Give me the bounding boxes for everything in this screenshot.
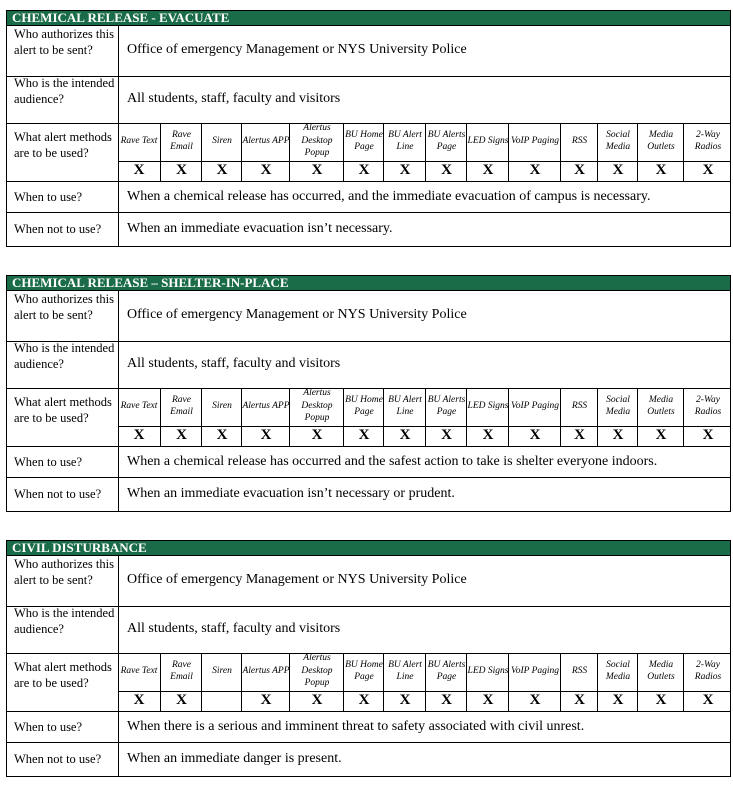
method-label: BU Alerts Page <box>427 129 466 152</box>
method-cell <box>201 124 242 181</box>
method-mark: X <box>574 427 585 443</box>
method-cell <box>201 389 242 446</box>
method-label: 2-Way Radios <box>694 394 722 417</box>
method-label: VoIP Paging <box>510 400 560 411</box>
method-mark: X <box>133 162 145 178</box>
label-who-authorizes: Who authorizes this alert to be sent? <box>14 27 114 57</box>
method-cell <box>637 389 684 446</box>
label-audience: Who is the intended audience? <box>14 606 115 636</box>
label-audience: Who is the intended audience? <box>14 341 115 371</box>
method-label: Social Media <box>605 659 631 682</box>
method-label: Alertus APP <box>242 400 290 411</box>
method-cell <box>560 654 598 711</box>
method-label: BU Alerts Page <box>427 394 466 417</box>
alert-methods-grid <box>118 389 731 446</box>
method-cell <box>160 124 202 181</box>
method-mark: X <box>176 692 187 708</box>
method-mark: X <box>260 162 272 178</box>
method-label: Alertus Desktop Popup <box>301 123 333 159</box>
label-methods: What alert methods are to be used? <box>14 130 112 160</box>
method-mark: X <box>655 427 667 443</box>
section-title: CHEMICAL RELEASE – SHELTER-IN-PLACE <box>6 275 731 291</box>
method-label: Media Outlets <box>647 659 675 682</box>
method-label: Social Media <box>605 129 631 152</box>
label-when-not-to-use: When not to use? <box>14 487 102 501</box>
method-label: Rave Email <box>170 394 193 417</box>
method-label: BU Alert Line <box>388 129 422 152</box>
method-label: BU Home Page <box>345 129 383 152</box>
method-cell <box>118 389 160 446</box>
method-mark <box>202 692 242 709</box>
method-cell <box>466 654 509 711</box>
method-label: Alertus APP <box>242 665 290 676</box>
method-cell <box>425 654 467 711</box>
method-label: Siren <box>212 665 232 676</box>
method-label: 2-Way Radios <box>694 659 722 682</box>
label-audience: Who is the intended audience? <box>14 76 115 106</box>
method-mark: X <box>441 427 452 443</box>
method-cell <box>683 389 732 446</box>
method-cell <box>425 124 467 181</box>
method-cell <box>343 654 384 711</box>
method-cell <box>683 654 732 711</box>
method-label: Siren <box>212 400 232 411</box>
method-label: Media Outlets <box>647 129 675 152</box>
when-not-to-use-value: When an immediate evacuation isn’t necessary. <box>127 221 393 236</box>
when-not-to-use-value: When an immediate danger is present. <box>127 751 342 766</box>
method-mark: X <box>260 427 272 443</box>
method-mark: X <box>176 427 187 443</box>
method-cell <box>383 654 426 711</box>
method-label: Alertus APP <box>242 135 290 146</box>
alert-table <box>6 26 731 247</box>
method-mark: X <box>529 692 541 708</box>
label-who-authorizes: Who authorizes this alert to be sent? <box>14 292 114 322</box>
label-who-authorizes: Who authorizes this alert to be sent? <box>14 557 114 587</box>
method-mark: X <box>260 692 272 708</box>
method-mark: X <box>529 162 541 178</box>
method-mark: X <box>358 162 370 178</box>
method-cell <box>160 654 202 711</box>
alert-table <box>6 556 731 777</box>
method-label: Media Outlets <box>647 394 675 417</box>
method-cell <box>597 124 638 181</box>
method-cell <box>241 124 290 181</box>
method-cell <box>466 389 509 446</box>
method-label: Alertus Desktop Popup <box>301 653 333 689</box>
method-mark: X <box>441 692 452 708</box>
method-label: RSS <box>571 665 588 676</box>
method-cell <box>508 654 561 711</box>
method-label: BU Home Page <box>345 659 383 682</box>
section-title: CHEMICAL RELEASE - EVACUATE <box>6 10 731 26</box>
method-mark: X <box>482 427 494 443</box>
method-mark: X <box>529 427 541 443</box>
method-cell <box>560 124 598 181</box>
method-mark: X <box>216 162 228 178</box>
method-cell <box>466 124 509 181</box>
method-mark: X <box>702 692 714 708</box>
method-cell <box>425 389 467 446</box>
method-mark: X <box>482 692 494 708</box>
method-label: LED Signs <box>467 400 509 411</box>
alert-section-civil-disturbance <box>6 540 731 777</box>
method-label: BU Alert Line <box>388 659 422 682</box>
method-cell <box>597 389 638 446</box>
method-cell <box>343 124 384 181</box>
method-mark: X <box>441 162 452 178</box>
method-mark: X <box>574 692 585 708</box>
section-title: CIVIL DISTURBANCE <box>6 540 731 556</box>
method-cell <box>118 124 160 181</box>
label-when-not-to-use: When not to use? <box>14 222 102 236</box>
method-mark: X <box>612 427 624 443</box>
label-methods: What alert methods are to be used? <box>14 660 112 690</box>
when-to-use-value: When a chemical release has occurred and the safest action to take is shelter everyone indoors. <box>127 454 658 469</box>
method-label: VoIP Paging <box>510 135 560 146</box>
method-mark: X <box>574 162 585 178</box>
method-mark: X <box>399 162 411 178</box>
method-mark: X <box>612 692 624 708</box>
method-label: BU Home Page <box>345 394 383 417</box>
method-mark: X <box>311 692 323 708</box>
method-mark: X <box>399 692 411 708</box>
method-label: Rave Text <box>120 135 158 146</box>
method-mark: X <box>176 162 187 178</box>
method-label: LED Signs <box>467 135 509 146</box>
method-label: LED Signs <box>467 665 509 676</box>
label-when-to-use: When to use? <box>14 720 83 734</box>
method-mark: X <box>133 427 145 443</box>
method-cell <box>343 389 384 446</box>
method-cell <box>118 654 160 711</box>
method-cell <box>508 124 561 181</box>
method-cell <box>289 124 344 181</box>
method-cell <box>201 654 242 711</box>
method-cell <box>241 389 290 446</box>
method-label: Rave Email <box>170 659 193 682</box>
method-cell <box>560 389 598 446</box>
authorizer-value: Office of emergency Management or NYS University Police <box>127 307 467 322</box>
method-mark: X <box>399 427 411 443</box>
method-cell <box>508 389 561 446</box>
method-label: VoIP Paging <box>510 665 560 676</box>
alert-section-chemical-shelter <box>6 275 731 512</box>
method-mark: X <box>702 427 714 443</box>
method-cell <box>160 389 202 446</box>
method-cell <box>637 654 684 711</box>
method-cell <box>383 389 426 446</box>
method-mark: X <box>133 692 145 708</box>
method-label: Rave Text <box>120 400 158 411</box>
audience-value: All students, staff, faculty and visitors <box>127 91 341 106</box>
alert-methods-grid <box>118 654 731 711</box>
method-mark: X <box>216 427 228 443</box>
method-mark: X <box>702 162 714 178</box>
label-when-not-to-use: When not to use? <box>14 752 102 766</box>
method-mark: X <box>358 692 370 708</box>
alert-methods-grid <box>118 124 731 181</box>
method-cell <box>289 389 344 446</box>
alert-table <box>6 291 731 512</box>
method-label: Alertus Desktop Popup <box>301 388 333 424</box>
method-label: BU Alert Line <box>388 394 422 417</box>
method-mark: X <box>612 162 624 178</box>
when-to-use-value: When a chemical release has occurred, and the immediate evacuation of campus is necessary. <box>127 189 651 204</box>
method-cell <box>637 124 684 181</box>
method-mark: X <box>482 162 494 178</box>
method-cell <box>383 124 426 181</box>
method-label: Siren <box>212 135 232 146</box>
method-mark: X <box>311 162 323 178</box>
method-mark: X <box>311 427 323 443</box>
label-methods: What alert methods are to be used? <box>14 395 112 425</box>
method-cell <box>289 654 344 711</box>
when-not-to-use-value: When an immediate evacuation isn’t necessary or prudent. <box>127 486 455 501</box>
method-label: RSS <box>571 135 588 146</box>
method-label: RSS <box>571 400 588 411</box>
authorizer-value: Office of emergency Management or NYS University Police <box>127 572 467 587</box>
method-label: Rave Email <box>170 129 193 152</box>
method-label: Rave Text <box>120 665 158 676</box>
method-cell <box>683 124 732 181</box>
method-label: 2-Way Radios <box>694 129 722 152</box>
method-mark: X <box>358 427 370 443</box>
authorizer-value: Office of emergency Management or NYS University Police <box>127 42 467 57</box>
alert-section-chemical-evacuate <box>6 10 731 247</box>
method-mark: X <box>655 692 667 708</box>
label-when-to-use: When to use? <box>14 455 83 469</box>
audience-value: All students, staff, faculty and visitors <box>127 621 341 636</box>
method-cell <box>241 654 290 711</box>
method-label: Social Media <box>605 394 631 417</box>
label-when-to-use: When to use? <box>14 190 83 204</box>
method-label: BU Alerts Page <box>427 659 466 682</box>
method-mark: X <box>655 162 667 178</box>
audience-value: All students, staff, faculty and visitors <box>127 356 341 371</box>
when-to-use-value: When there is a serious and imminent threat to safety associated with civil unrest. <box>127 719 585 734</box>
method-cell <box>597 654 638 711</box>
